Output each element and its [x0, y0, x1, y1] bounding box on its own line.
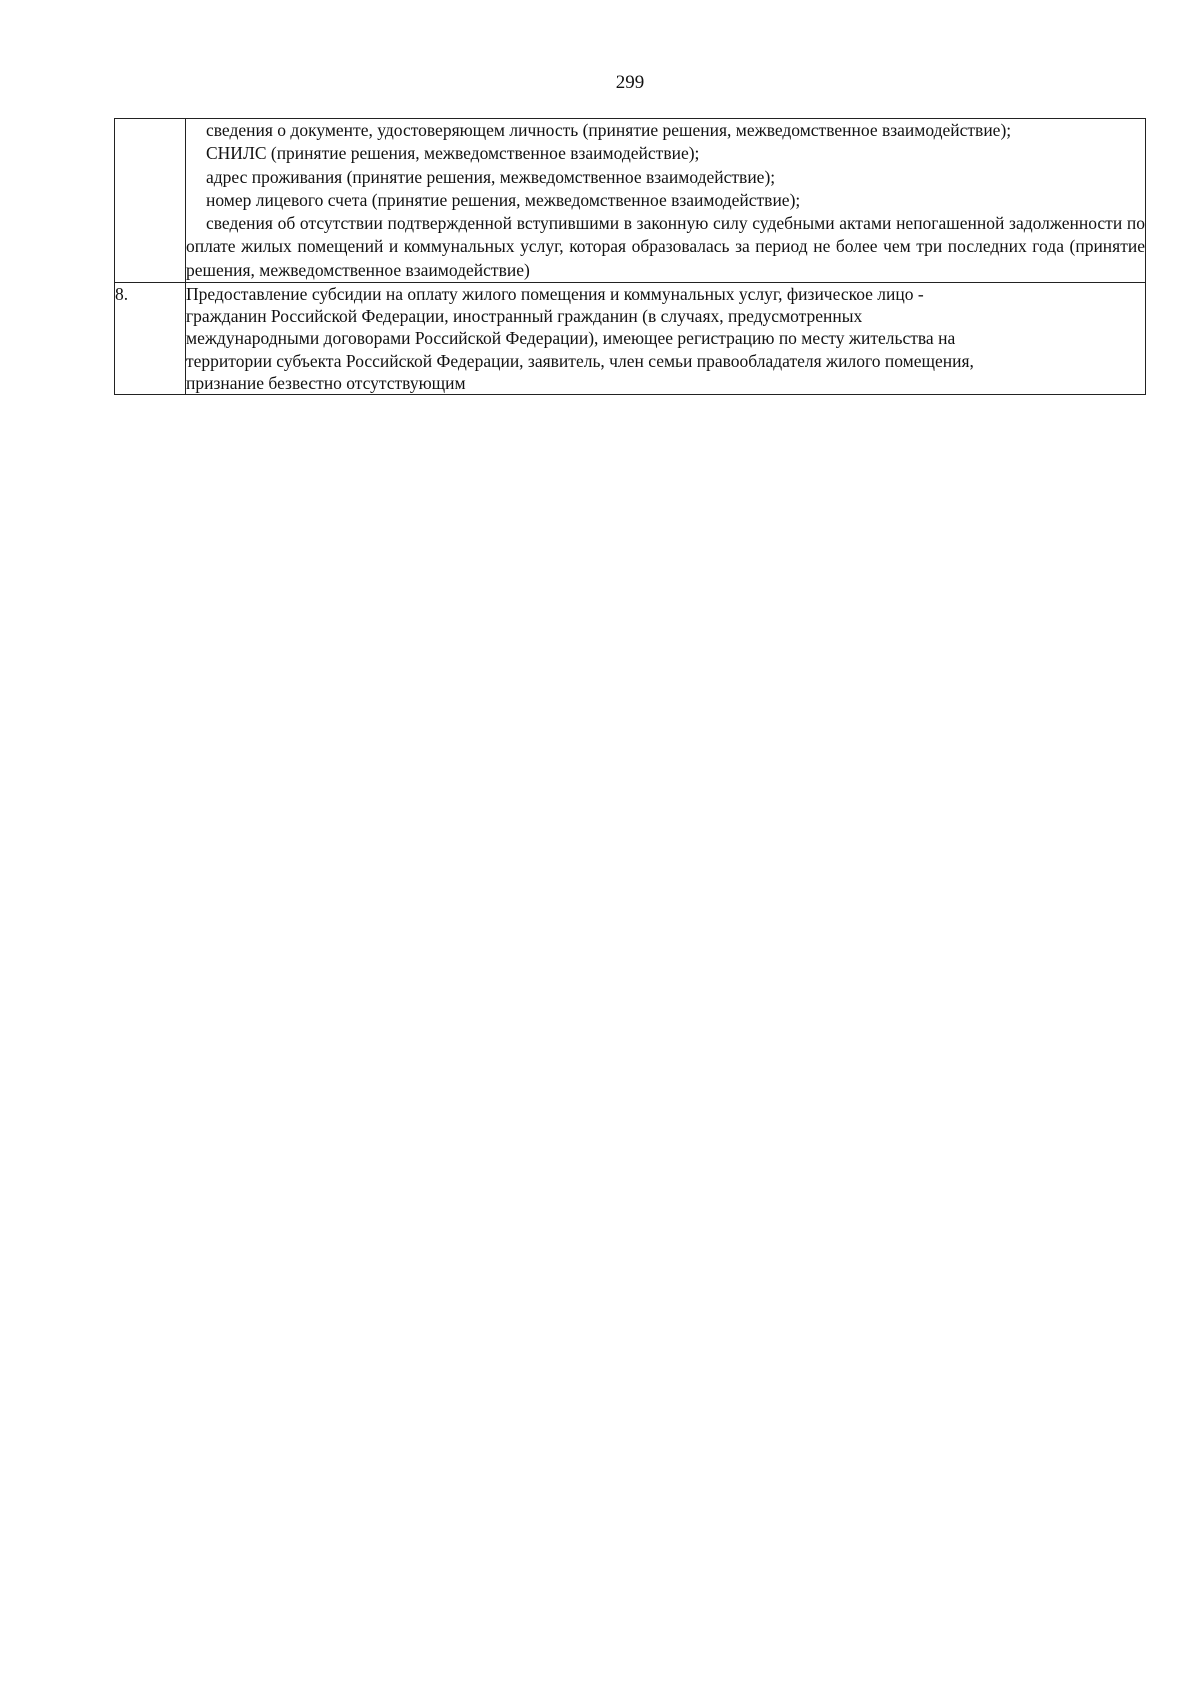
paragraph-account-number: номер лицевого счета (принятие решения, межведомственное взаимодействие); — [206, 189, 801, 210]
service-description-line: международными договорами Российской Федерации), имеющее регистрацию по месту жительства на — [186, 328, 956, 349]
row-number-cell: 8. — [115, 283, 186, 395]
paragraph-identity-document: сведения о документе, удостоверяющем личность (принятие решения, межведомственное взаимодействие); — [206, 120, 1012, 140]
table-row — [115, 119, 1146, 283]
table-row — [115, 283, 1146, 395]
service-description-line: гражданин Российской Федерации, иностранный гражданин (в случаях, предусмотренных — [186, 306, 863, 327]
page-number: 299 — [615, 72, 645, 93]
service-description-line: признание безвестно отсутствующим — [186, 372, 466, 393]
document-table — [114, 118, 1146, 395]
service-description-line: территории субъекта Российской Федерации, заявитель, член семьи правообладателя жилого помещения, — [186, 350, 974, 371]
row-content-cell — [186, 283, 1146, 395]
row-content-cell — [186, 119, 1146, 283]
paragraph-snils: СНИЛС (принятие решения, межведомственное взаимодействие); — [206, 143, 700, 164]
service-description-line: Предоставление субсидии на оплату жилого помещения и коммунальных услуг, физическое лицо - — [186, 284, 924, 305]
row-number-cell — [115, 119, 186, 283]
paragraph-debt-information: сведения об отсутствии подтвержденной вступившими в законную силу судебными актами непогашенной задолженности по оплате жилых помещений и коммунальных услуг, которая образовалась за период не более чем три последних года (принятие решения, межведомственное взаимодействие) — [186, 213, 1145, 280]
paragraph-residence-address: адрес проживания (принятие решения, межведомственное взаимодействие); — [206, 166, 776, 187]
